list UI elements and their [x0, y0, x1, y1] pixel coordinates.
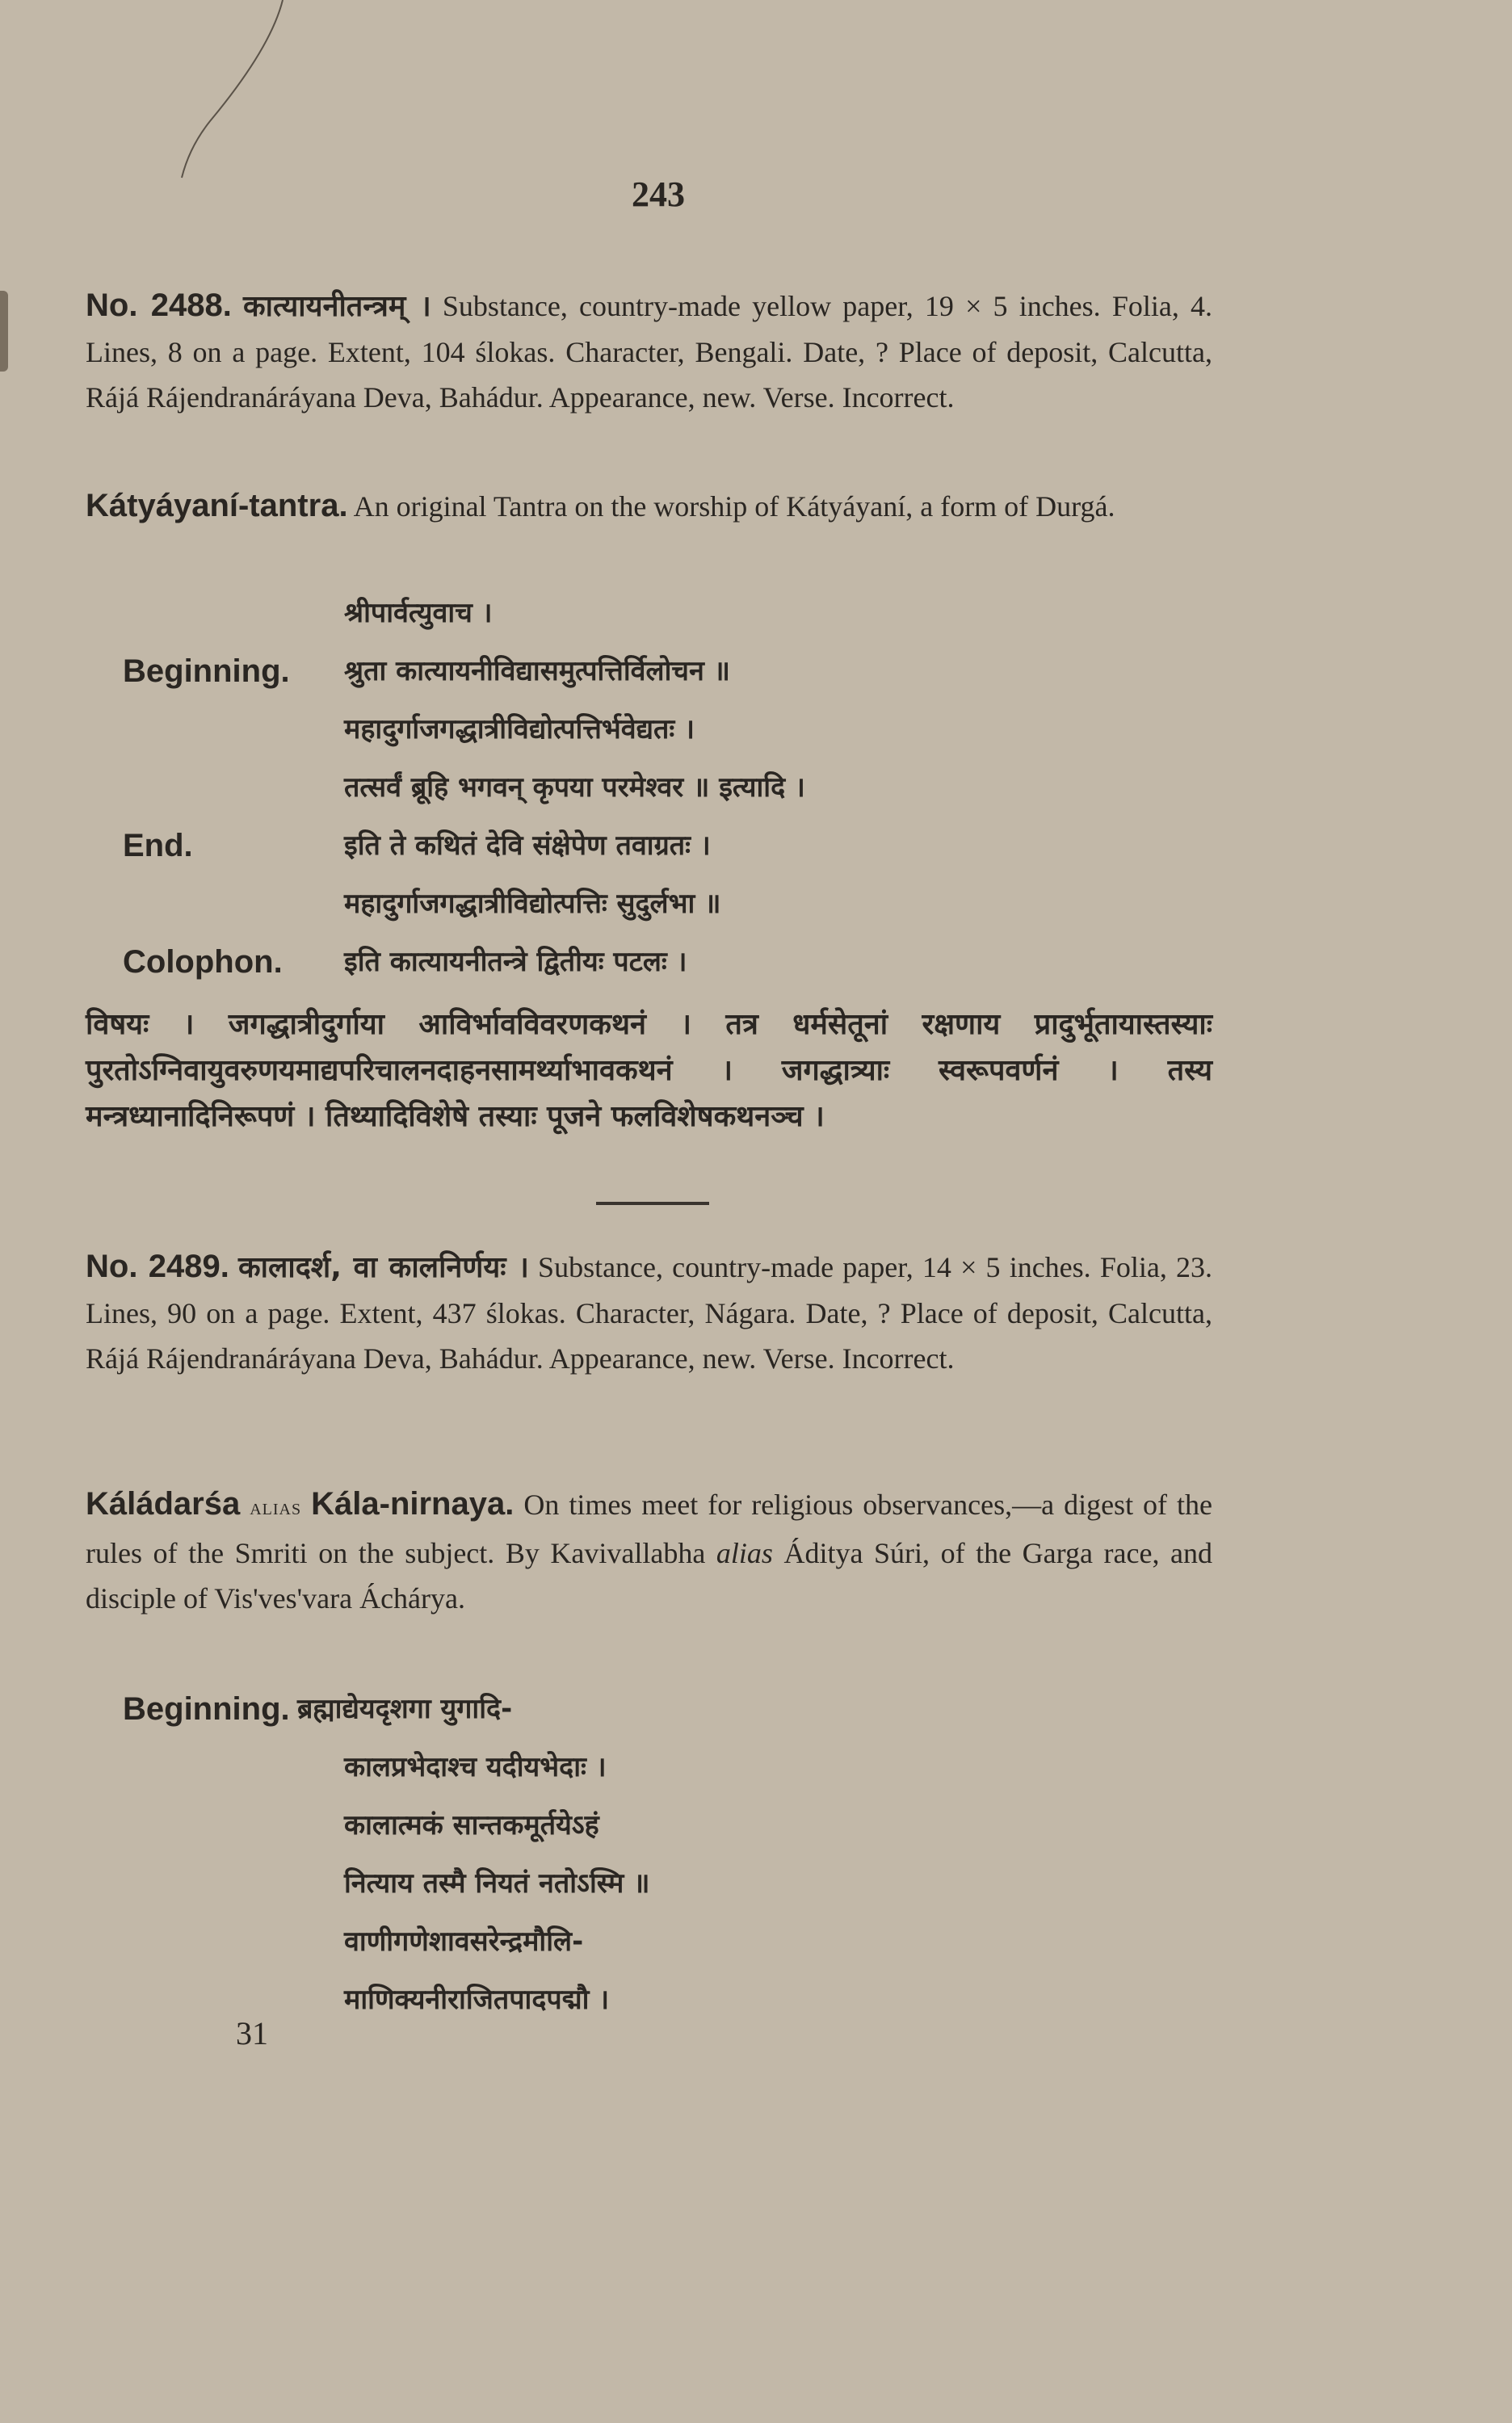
entry-2488-title: Kátyáyaní-tantra.	[86, 488, 348, 523]
entry-2489-verses	[86, 1680, 1212, 2029]
verse-line: महादुर्गाजगद्धात्रीविद्योत्पत्तिः सुदुर्लभा ॥	[344, 888, 721, 920]
verse-line: श्रुता कात्यायनीविद्यासमुत्पत्तिर्विलोचन ॥	[344, 655, 731, 687]
entry-2488-summary	[86, 483, 1212, 529]
entry-2488-subject	[86, 1002, 1212, 1140]
entry-2488-verses	[86, 583, 1212, 991]
entry-2489-alias-label: alias	[250, 1495, 302, 1520]
entry-2488-subject-block	[86, 1002, 1212, 1140]
invocation-line	[86, 583, 1212, 642]
entry-2489-number: No. 2489.	[86, 1249, 229, 1284]
page-number: 243	[632, 174, 685, 214]
page-edge-mark	[0, 291, 8, 372]
entry-2488-description: Substance, country-made yellow paper, 19 × 5 inches. Folia, 4. Lines, 8 on a page. Extent, 104 ślokas. Character, Bengali. Date, ? Place of deposit, Calcutta, Rájá Rájendranáráyana Deva, Bahádur. Appearance, new. Verse. Incorrect.	[86, 290, 1212, 414]
entry-2488-subject-text: विषयः । जगद्धात्रीदुर्गाया आविर्भावविवरणकथनं । तत्र धर्मसेतूनां रक्षणाय प्रादुर्भूतायास्तस्याः पुरतोऽग्निवायुवरुणयमाद्यपरिचालनदाहनसामर्थ्याभावकथनं । जगद्धात्र्याः स्वरूपवर्णनं । तस्य मन्त्रध्यानादिनिरूपणं । तिथ्यादिविशेषे तस्याः पूजने फलविशेषकथनञ्च ।	[86, 1008, 1212, 1133]
entry-2489	[86, 1244, 1212, 1381]
entry-2489-title: Káládarśa	[86, 1486, 241, 1522]
entry-2489-summary-block	[86, 1481, 1212, 1621]
entry-2489-alt-title: Kála-nirnaya.	[311, 1486, 514, 1522]
verse-line: कालात्मकं सान्तकमूर्तयेऽहं	[344, 1809, 599, 1841]
beginning-label: Beginning.	[123, 1691, 290, 1727]
verse-line: नित्याय तस्मै नियतं नतोऽस्मि ॥	[344, 1867, 650, 1900]
end-section	[86, 817, 1212, 933]
entry-2489-devanagari-title: कालादर्श, वा कालनिर्णयः ।	[237, 1251, 529, 1284]
entry-2488-number: No. 2488.	[86, 288, 232, 323]
entry-2489-summary-text-a: On times meet for religious observances,—a digest of the rules of the Smriti on the subject. By Kavivallabha	[86, 1489, 1213, 1569]
colophon-section	[86, 933, 1212, 991]
entry-2488	[86, 283, 1212, 420]
entry-2489-summary	[86, 1481, 1212, 1621]
verse-line: श्रीपार्वत्युवाच ।	[344, 597, 493, 629]
signature-mark: 31	[236, 2015, 268, 2051]
pencil-scratch-mark	[162, 0, 291, 186]
entry-2489-summary-text-b: Áditya Súri, of the Garga race, and disciple of Vis'ves'vara Áchárya.	[86, 1537, 1212, 1615]
verse-line: इति कात्यायनीतन्त्रे द्वितीयः पटलः ।	[344, 946, 687, 978]
colophon-label: Colophon.	[123, 944, 283, 980]
end-label: End.	[123, 828, 193, 863]
entry-2488-summary-block	[86, 483, 1212, 529]
section-divider	[596, 1202, 709, 1205]
entry-2489-description: Substance, country-made paper, 14 × 5 inches. Folia, 23. Lines, 90 on a page. Extent, 437 ślokas. Character, Nágara. Date, ? Place of deposit, Calcutta, Rájá Rájendranáráyana Deva, Bahádur. Appearance, new. Verse. Incorrect.	[86, 1251, 1212, 1375]
beginning-section	[86, 642, 1212, 817]
entry-2488-header	[86, 283, 1212, 420]
beginning-label: Beginning.	[123, 653, 290, 689]
verse-line: कालप्रभेदाश्च यदीयभेदाः ।	[344, 1751, 607, 1783]
beginning-section	[86, 1680, 1212, 2029]
entry-2489-header	[86, 1244, 1212, 1381]
verse-line: ब्रह्माद्येयदृशगा युगादि-	[297, 1693, 513, 1725]
verse-line: वाणीगणेशावसरेन्द्रमौलि-	[344, 1925, 584, 1958]
verse-line: महादुर्गाजगद्धात्रीविद्योत्पत्तिर्भवेद्यतः ।	[344, 713, 695, 745]
entry-2488-summary-text: An original Tantra on the worship of Kátyáyaní, a form of Durgá.	[347, 490, 1115, 523]
entry-2489-alias-italic: alias	[716, 1537, 773, 1569]
verse-line: माणिक्यनीराजितपादपद्मौ ।	[344, 1984, 610, 2016]
verse-line: तत्सर्वं ब्रूहि भगवन् कृपया परमेश्वर ॥ इत्यादि ।	[344, 771, 805, 804]
entry-2488-devanagari-title: कात्यायनीतन्त्रम् ।	[242, 290, 431, 323]
verse-line: इति ते कथितं देवि संक्षेपेण तवाग्रतः ।	[344, 829, 711, 862]
